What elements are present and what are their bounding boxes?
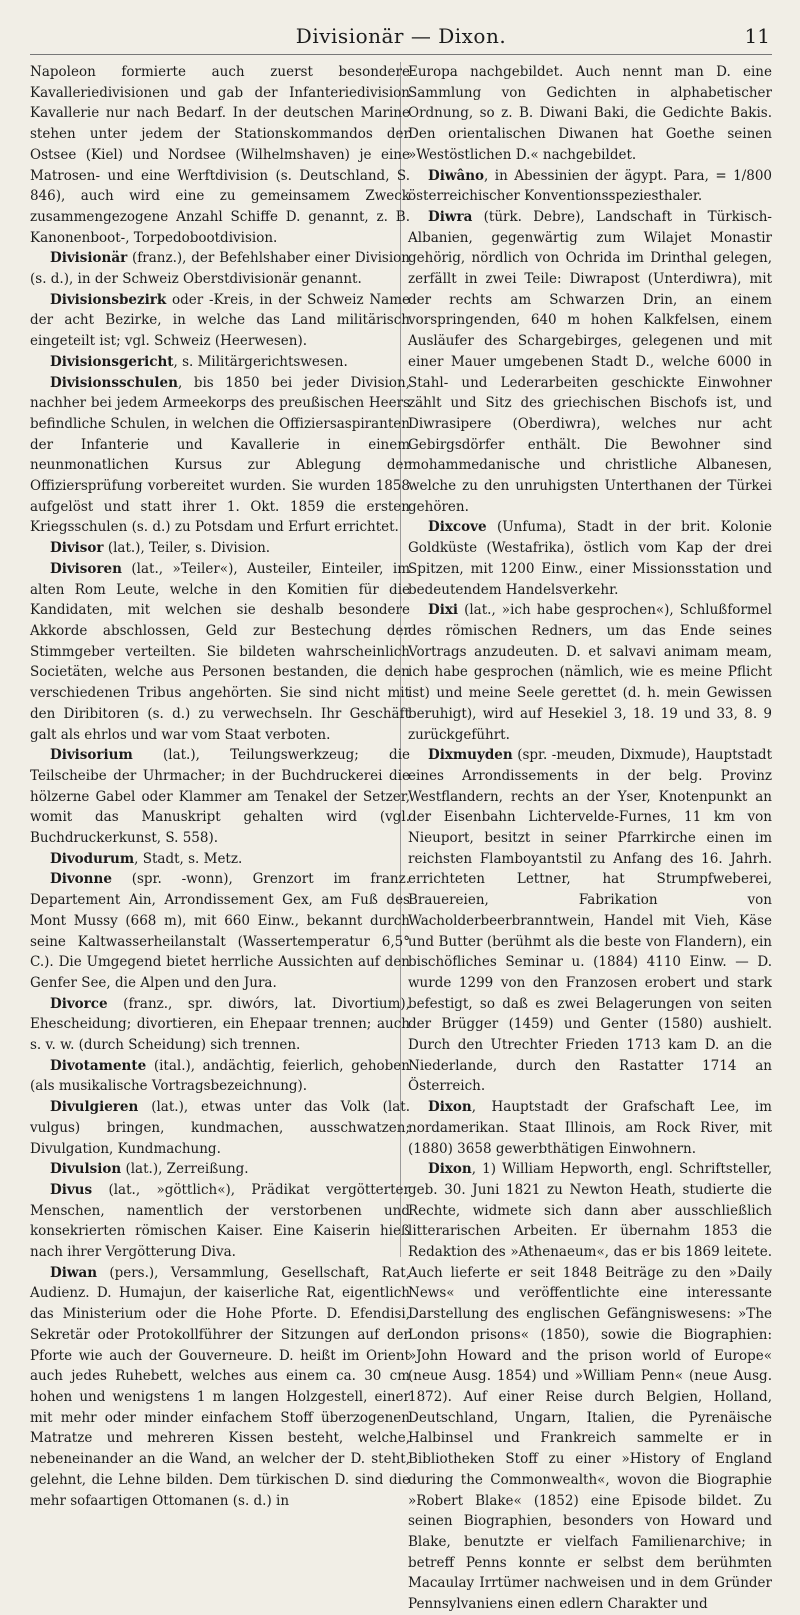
entry-text: , Hauptstadt der Grafschaft Lee, im nordamerikan. Staat Illinois, am Rock River, mit (1880) 3658 gewerbthätigen Einwohnern. (408, 1099, 772, 1157)
right-column (408, 62, 772, 1613)
dictionary-entry (30, 248, 410, 289)
dictionary-entry (408, 600, 772, 745)
dictionary-entry (408, 745, 772, 1097)
entry-text: (spr. -meuden, Dixmude), Hauptstadt eines Arrondissements in der belg. Provinz Westflandern, rechts an der Yser, Knotenpunkt an der Eisenbahn Lichtervelde-Furnes, 11 km von Nieuport, besitzt in seiner Pfarrkirche einen im reichsten Flamboyantstil zu Anfang des 16. Jahrh. errichteten Lettner, hat Strumpfweberei, Brauereien, Fabrikation von Wacholderbeerbranntwein, Handel mit Vieh, Käse und Butter (berühmt als die beste von Flandern), ein bischöfliches Seminar u. (1884) 4110 Einw. — D. wurde 1299 von den Franzosen erobert und stark befestigt, so daß es zwei Belagerungen von seiten der Brügger (1459) und Genter (1580) aushielt. Durch den Utrechter Frieden 1713 kam D. an die Niederlande, durch den Rastatter 1714 an Österreich. (408, 747, 772, 1095)
entry-headword: Diwan (50, 1264, 98, 1281)
page-header (30, 18, 772, 55)
entry-headword: Divisor (50, 540, 104, 557)
entry-headword: Dixon (428, 1099, 472, 1116)
entry-headword: Diwra (428, 208, 473, 225)
entry-headword: Divisionsgericht (50, 353, 174, 370)
entry-text: (franz.), der Befehlshaber einer Division (s. d.), in der Schweiz Oberstdivisionär genannt. (30, 250, 410, 288)
entry-headword: Divisionär (50, 250, 128, 267)
dictionary-entry (30, 290, 410, 352)
entry-headword: Divorce (50, 995, 108, 1012)
left-column (30, 62, 410, 1509)
entry-text: (Unfuma), Stadt in der brit. Kolonie Goldküste (Westafrika), östlich vom Kap der drei Spitzen, mit 1200 Einw., einer Missionsstation und bedeutendem Handelsverkehr. (408, 519, 772, 598)
entry-text: (ital.), andächtig, feierlich, gehoben (als musikalische Vortragsbezeichnung). (30, 1057, 410, 1095)
entry-text: , s. Militärgerichtswesen. (173, 353, 348, 370)
dictionary-entry (30, 849, 410, 870)
entry-text: , Stadt, s. Metz. (134, 850, 243, 867)
dictionary-entry (30, 373, 410, 539)
entry-headword: Diwâno (428, 167, 485, 184)
dictionary-entry (30, 352, 410, 373)
entry-headword: Dixcove (428, 519, 487, 536)
entry-text: (pers.), Versammlung, Gesellschaft, Rat, Audienz. D. Humajun, der kaiserliche Rat, eigentlich das Ministerium oder die Hohe Pforte. D. Efendisi, Sekretär oder Protokollführer der Sitzungen auf der Pforte wie auch der Gouverneure. D. heißt im Orient auch jedes Ruhebett, welches aus einem ca. 30 cm hohen und wenigstens 1 m langen Holzgestell, einer mit mehr oder minder einfachem Stoff überzogenen Matratze und mehreren Kissen besteht, welche, nebeneinander an die Wand, an welcher der D. steht, gelehnt, die Lehne bilden. Dem türkischen D. sind die mehr sofaartigen Ottomanen (s. d.) in (30, 1264, 410, 1509)
continued-text (408, 62, 772, 166)
entry-headword: Dixi (428, 602, 459, 619)
dictionary-entry (408, 207, 772, 518)
dictionary-entry (30, 1056, 410, 1097)
dictionary-entry (30, 1263, 410, 1511)
entry-text: (franz., spr. diwórs, lat. Divortium), Ehescheidung; divortieren, ein Ehepaar trennen; auch s. v. w. (durch Scheidung) sich trennen. (30, 995, 410, 1054)
dictionary-entry (30, 745, 410, 849)
entry-text: , bis 1850 bei jeder Division, nachher bei jedem Armeekorps des preußischen Heers befindliche Schulen, in welchen die Offiziersaspiranten der Infanterie und Kavallerie in einem neunmonatlichen Kursus zur Ablegung der Offiziersprüfung vorbereitet wurden. Sie wurden 1858 aufgelöst und statt ihrer 1. Okt. 1859 die ersten Kriegsschulen (s. d.) zu Potsdam und Erfurt errichtet. (30, 374, 410, 536)
entry-headword: Divisorium (50, 747, 133, 764)
entry-headword: Divus (50, 1181, 93, 1198)
dictionary-entry (408, 517, 772, 600)
entry-headword: Dixon (428, 1161, 472, 1178)
dictionary-entry (30, 559, 410, 745)
entry-headword: Dixmuyden (428, 747, 513, 764)
entry-text: oder -Kreis, in der Schweiz Name der acht Bezirke, in welche das Land militärisch eingeteilt ist; vgl. Schweiz (Heerwesen). (30, 291, 410, 350)
dictionary-entry (30, 994, 410, 1056)
entry-headword: Divonne (50, 871, 112, 888)
entry-text: (spr. -wonn), Grenzort im franz. Departement Ain, Arrondissement Gex, am Fuß des Mont Mussy (668 m), mit 660 Einw., bekannt durch seine Kaltwasserheilanstalt (Wassertemperatur 6,5° C.). Die Umgegend bietet herrliche Aussichten auf den Genfer See, die Alpen und den Jura. (30, 871, 410, 991)
page-number: 11 (744, 24, 770, 48)
entry-text: (lat.), Teilungswerkzeug; die Teilscheibe der Uhrmacher; in der Buchdruckerei die hölzerne Gabel oder Klammer am Tenakel der Setzer, womit das Manuskript gehalten wird (vgl. Buchdruckerkunst, S. 558). (30, 747, 410, 847)
entry-text: (lat.), Teiler, s. Division. (103, 540, 271, 557)
entry-text: (lat.), etwas unter das Volk (lat. vulgus) bringen, kundmachen, ausschwatzen; Divulgation, Kundmachung. (30, 1099, 410, 1157)
entry-text: (lat., »ich habe gesprochen«), Schlußformel des römischen Redners, um das Ende seines Vortrags anzudeuten. D. et salvavi animam meam, ich habe gesprochen (nämlich, wie es meine Pflicht ist) und meine Seele gerettet (d. h. mein Gewissen beruhigt), wird auf Hesekiel 3, 18. 19 und 33, 8. 9 zurückgeführt. (408, 602, 772, 743)
dictionary-entry (30, 1180, 410, 1263)
entry-text: (lat., »göttlich«), Prädikat vergötterter Menschen, namentlich der verstorbenen und konsekrierten römischen Kaiser. Eine Kaiserin hieß nach ihrer Vergötterung Diva. (30, 1181, 410, 1261)
entry-text: , 1) William Hepworth, engl. Schriftsteller, geb. 30. Juni 1821 zu Newton Heath, studierte die Rechte, widmete sich dann aber ausschließlich litterarischen Arbeiten. Er übernahm 1853 die Redaktion des »Athenaeum«, das er bis 1869 leitete. Auch lieferte er seit 1848 Beiträge zu den »Daily News« und veröffentlichte eine interessante Darstellung des englischen Gefängniswesens: »The London prisons« (1850), sowie die Biographien: »John Howard and the prison world of Europe« (neue Ausg. 1854) und »William Penn« (neue Ausg. 1872). Auf einer Reise durch Belgien, Holland, Deutschland, Ungarn, Italien, die Pyrenäische Halbinsel und Frankreich sammelte er in Bibliotheken Stoff zu einer »History of England during the Commonwealth«, wovon die Biographie »Robert Blake« (1852) eine Episode bildet. Zu seinen Biographien, besonders von Howard und Blake, benutzte er vielfach Familienarchive; in betreff Penns konnte er selbst dem berühmten Macaulay Irrtümer nachweisen und in dem Gründer Pennsylvaniens einen edlern Charakter und (408, 1161, 772, 1613)
dictionary-entry (30, 869, 410, 993)
entry-headword: Divodurum (50, 850, 135, 867)
entry-text: Europa nachgebildet. Auch nennt man D. eine Sammlung von Gedichten in alphabetischer Ordnung, so z. B. Diwani Baki, die Gedichte Bakis. Den orientalischen Diwanen hat Goethe seinen »Westöstlichen D.« nachgebildet. (408, 64, 772, 163)
entry-headword: Divisoren (50, 560, 122, 577)
dictionary-entry (408, 1097, 772, 1159)
entry-text: (lat., »Teiler«), Austeiler, Einteiler, im alten Rom Leute, welche in den Komitien für die Kandidaten, mit welchen sie deshalb besondere Akkorde abschlossen, Geld zur Bestechung der Stimmgeber verteilten. Sie bildeten wahrscheinlich Societäten, welche aus Personen bestanden, die den verschiedenen Tribus angehörten. Sie sind nicht mit den Diribitoren (s. d.) zu verwechseln. Ihr Geschäft galt als ehrlos und war vom Staat verboten. (30, 560, 410, 743)
entry-headword: Divotamente (50, 1057, 147, 1074)
entry-text: (türk. Debre), Landschaft in Türkisch-Albanien, gegenwärtig zum Wilajet Monastir gehörig, nördlich von Ochrida im Drinthal gelegen, zerfällt in zwei Teile: Diwrapost (Unterdiwra), mit der rechts am Schwarzen Drin, an einem vorspringenden, 640 m hohen Kalkfelsen, einem Ausläufer des Schargebirges, gelegenen und mit einer Mauer umgebenen Stadt D., welche 6000 in Stahl- und Lederarbeiten geschickte Einwohner zählt und Sitz des griechischen Bischofs ist, und Diwrasipere (Oberdiwra), welches nur acht Gebirgsdörfer enthält. Die Bewohner sind mohammedanische und christliche Albanesen, welche zu den unruhigsten Unterthanen der Türkei gehören. (408, 208, 772, 515)
running-head: Divisionär — Dixon. (295, 24, 507, 48)
entry-headword: Divisionsbezirk (50, 291, 167, 308)
entry-text: , in Abessinien der ägypt. Para, = 1/800 österreichischer Konventionsspeziesthaler. (408, 167, 772, 205)
dictionary-entry (408, 166, 772, 207)
continued-text (30, 62, 410, 248)
entry-headword: Divulsion (50, 1161, 122, 1178)
dictionary-entry (30, 1097, 410, 1159)
entry-headword: Divisionsschulen (50, 374, 178, 391)
dictionary-entry (30, 538, 410, 559)
dictionary-entry (30, 1159, 410, 1180)
dictionary-entry (408, 1159, 772, 1614)
entry-text: Napoleon formierte auch zuerst besondere Kavalleriedivisionen und gab der Infanteriedivision Kavallerie nur nach Bedarf. In der deutschen Marine stehen unter jedem der Stationskommandos der Ostsee (Kiel) und Nordsee (Wilhelmshaven) je eine Matrosen- und eine Werftdivision (s. Deutschland, S. 846), auch wird eine zu gemeinsamem Zweck zusammengezogene Anzahl Schiffe D. genannt, z. B. Kanonenboot-, Torpedobootdivision. (30, 64, 410, 246)
entry-text: (lat.), Zerreißung. (121, 1161, 249, 1178)
entry-headword: Divulgieren (50, 1099, 139, 1116)
